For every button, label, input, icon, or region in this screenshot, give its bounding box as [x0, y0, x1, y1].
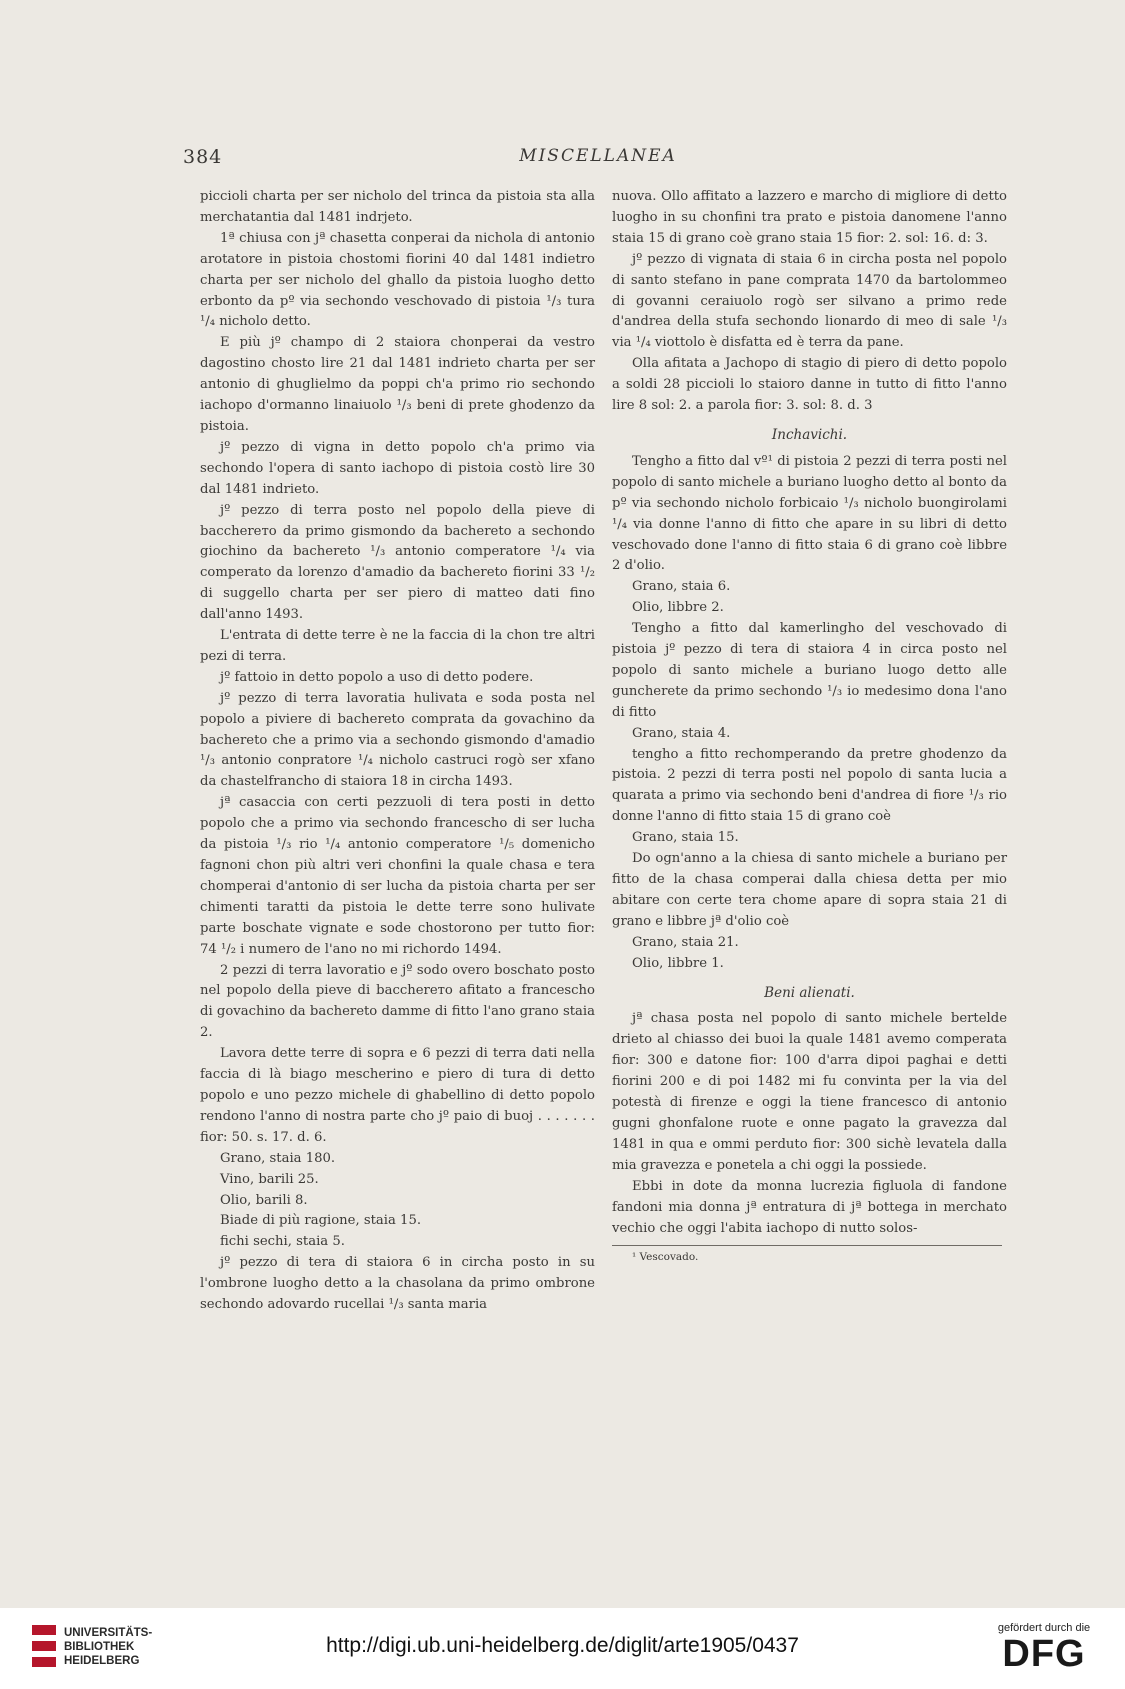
- paragraph: jº pezzo di tera di staiora 6 in circha posto in su l'ombrone luogho detto a la chasolana da primo ombrone sechondo adovardo rucellai ¹/₃ santa maria: [200, 1255, 595, 1313]
- paragraph: jº pezzo di vigna in detto popolo ch'a primo via sechondo l'opera di santo iachopo di pistoia costò lire 30 dal 1481 indrieto.: [200, 439, 595, 497]
- paragraph: jª chasa posta nel popolo di santo michele bertelde drieto al chiasso dei buoi la quale 1481 avemo comperata fior: 300 e datone fior: 100 d'arra dipoi paghai e detti fiorini 200 e di poi 1482 mi fu convinta per la via del potestà di firenze e oggi la tiene francesco di antonio gugni ghonfalone ruote e onne pagato la gravezza dal 1481 in qua e ommi perduto fior: 300 sichè levatela dalla mia gravezza e ponetela a chi oggi la possiede.: [612, 1011, 1007, 1173]
- paragraph: Olio, libbre 2.: [632, 600, 724, 616]
- paragraph: Tengho a fitto dal kamerlingho del veschovado di pistoia jº pezzo di tera di staiora 4 in circa posto nel popolo di santo michele a buriano luogo detto alle guncherete da primo sechondo ¹/₃ io medesimo dona l'ano di fitto: [612, 621, 1007, 720]
- paragraph: Grano, staia 6.: [632, 579, 731, 595]
- footer-bar: [0, 1608, 1125, 1689]
- paragraph: Grano, staia 4.: [632, 725, 731, 741]
- paragraph: Biade di più ragione, staia 15.: [220, 1213, 422, 1229]
- paragraph: tengho a fitto rechomperando da pretre ghodenzo da pistoia. 2 pezzi di terra posti nel popolo di santa lucia a quarata a primo via sechondo beni d'andrea di fiore ¹/₃ rio donne l'anno di fitto staia 15 di grano coè: [612, 746, 1007, 825]
- footnote: ¹ Vescovado.: [632, 1251, 699, 1264]
- paragraph: jº fattoio in detto popolo a uso di detto podere.: [220, 669, 534, 685]
- paragraph: piccioli charta per ser nicholo del trinca da pistoia sta alla merchatantia dal 1481 indrjeto.: [200, 189, 595, 225]
- right-paragraphs-middle: [612, 452, 1007, 975]
- section-heading-inchavichi: Inchavichi.: [771, 426, 848, 443]
- paragraph: jº pezzo di vignata di staia 6 in circha posta nel popolo di santo stefano in pane comprata 1470 da bartolommeo di govanni ceraiuolo rogò ser silvano a primo rede d'andrea della stufa sechondo lionardo di meo di sale ¹/₃ via ¹/₄ viottolo è disfatta ed è terra da pane.: [612, 251, 1007, 351]
- paragraph: Grano, staia 180.: [220, 1150, 336, 1166]
- dfg-logo: DFG: [1002, 1633, 1086, 1675]
- paragraph: jº pezzo di terra posto nel popolo della pieve di baccherето da primo gismondo da bachereto a sechondo giochino da bachereto ¹/₃ antonio comperatore ¹/₄ via comperato da lorenzo d'amadio da bachereto fiorini 33 ¹/₂ di suggello charta per ser piero di matteo dati fino dall'anno 1493.: [200, 502, 595, 623]
- library-name-line3: HEIDELBERG: [64, 1655, 140, 1667]
- paragraph: nuova. Ollo affitato a lazzero e marcho di migliore di detto luogho in su chonfini tra prato e pistoia danomene l'anno staia 15 di grano coè grano staia 15 fior: 2. sol: 16. d: 3.: [612, 189, 1007, 246]
- footnote-divider: [612, 1245, 1002, 1246]
- right-column: [612, 187, 1007, 1264]
- paragraph: Grano, staia 15.: [632, 830, 739, 846]
- paragraph: Olio, libbre 1.: [632, 955, 724, 971]
- paragraph: fichi sechi, staia 5.: [220, 1234, 345, 1250]
- paragraph: jº pezzo di terra lavoratia hulivata e soda posta nel popolo a piviere di bachereto comprata da govachino da bachereto che a primo via a sechondo gismondo d'amadio ¹/₃ antonio conpratore ¹/₄ nicholo castruci rogò ser xfano da chastelfrancho di staiora 18 in circha 1493.: [200, 690, 595, 790]
- section-heading-beni-alienati: Beni alienati.: [764, 984, 855, 1001]
- paragraph: 1ª chiusa con jª chasetta conperai da nichola di antonio arotatore in pistoia chostomi fiorini 40 dal 1481 indietro charta per ser nicholo del ghallo da pistoia luogho detto erbonto da pº via sechondo veschovado di pistoia ¹/₃ tura ¹/₄ nicholo detto.: [200, 230, 595, 330]
- permalink-url[interactable]: http://digi.ub.uni-heidelberg.de/diglit/arte1905/0437: [326, 1634, 799, 1657]
- left-paragraphs: [200, 187, 595, 1316]
- library-name-line1: UNIVERSITÄTS-: [64, 1627, 153, 1639]
- paragraph: jª casaccia con certi pezzuoli di tera posti in detto popolo che a primo via sechondo francescho di ser lucha da pistoia ¹/₃ rio ¹/₄ antonio comperatore ¹/₅ domenicho fagnoni chon più altri veri chonfini la quale chasa e tera chomperai d'antonio di ser lucha da pistoia charta per ser chimenti taratti da pistoia le dette terre sono hulivate parte boschate vignate e sode chostorono per tutto fior: 74 ¹/₂ i numero de l'ano no mi richordo 1494.: [200, 795, 595, 957]
- paragraph: Tengho a fitto dal vº¹ di pistoia 2 pezzi di terra posti nel popolo di santo michele a buriano luogho detto al bonto da pº via sechondo nicholo forbicaio ¹/₃ nicholo buongirolami ¹/₄ via donne l'anno di fitto che apare in su libri di detto veschovado done l'anno di fitto staia 6 di grano coè libbre 2 d'olio.: [612, 453, 1007, 574]
- left-column: [200, 187, 595, 1316]
- paragraph: L'entrata di dette terre è ne la faccia di la chon tre altri pezi di terra.: [200, 628, 595, 664]
- paragraph: Grano, staia 21.: [632, 934, 739, 950]
- paragraph: Vino, barili 25.: [220, 1171, 319, 1187]
- paragraph: Lavora dette terre di sopra e 6 pezzi di terra dati nella faccia di là biago mescherino e piero di tura di detto popolo e uno pezzo michele di ghabellino di detto popolo rendono l'anno di nostra parte cho jº paio di buoj . . . . . . . fior: 50. s. 17. d. 6.: [200, 1046, 595, 1145]
- right-paragraphs-top: [612, 187, 1007, 417]
- right-paragraphs-bottom: [612, 1009, 1007, 1239]
- paragraph: Olla afitata a Jachopo di stagio di piero di detto popolo a soldi 28 piccioli lo staioro danne in tutto di fitto l'anno lire 8 sol: 2. a parola fior: 3. sol: 8. d. 3: [612, 356, 1007, 414]
- paragraph: Do ogn'anno a la chiesa di santo michele a buriano per fitto de la chasa comperai dalla chiesa detta per mio abitare con certe tera chome apare di sopra staia 21 di grano e libbre jª d'olio coè: [612, 851, 1007, 929]
- paragraph: Olio, barili 8.: [220, 1192, 308, 1208]
- paragraph: Ebbi in dote da monna lucrezia figluola di fandone fandoni mia donna jª entratura di jª bottega in merchato vechio che oggi l'abita iachopo di nutto solos-: [612, 1178, 1007, 1236]
- paragraph: E più jº champo di 2 staiora chonperai da vestro dagostino chosto lire 21 dal 1481 indrieto charta per ser antonio di ghuglielmo da poppi ch'a primo rio sechondo iachopo d'ormanno linaiuolo ¹/₃ beni di prete ghodenzo da pistoia.: [200, 335, 595, 434]
- page-header: [183, 146, 1013, 172]
- page-number: 384: [183, 146, 223, 168]
- library-name-line2: BIBLIOTHEK: [64, 1641, 135, 1653]
- sponsor-block: [979, 1622, 1109, 1674]
- sponsor-label: gefördert durch die: [997, 1622, 1091, 1634]
- running-title: MISCELLANEA: [519, 146, 677, 166]
- paragraph: 2 pezzi di terra lavoratio e jº sodo overo boschato posto nel popolo della pieve di baccherето afitato a francescho di govachino da bachereto damme di fitto l'ano grano staia 2.: [200, 962, 595, 1041]
